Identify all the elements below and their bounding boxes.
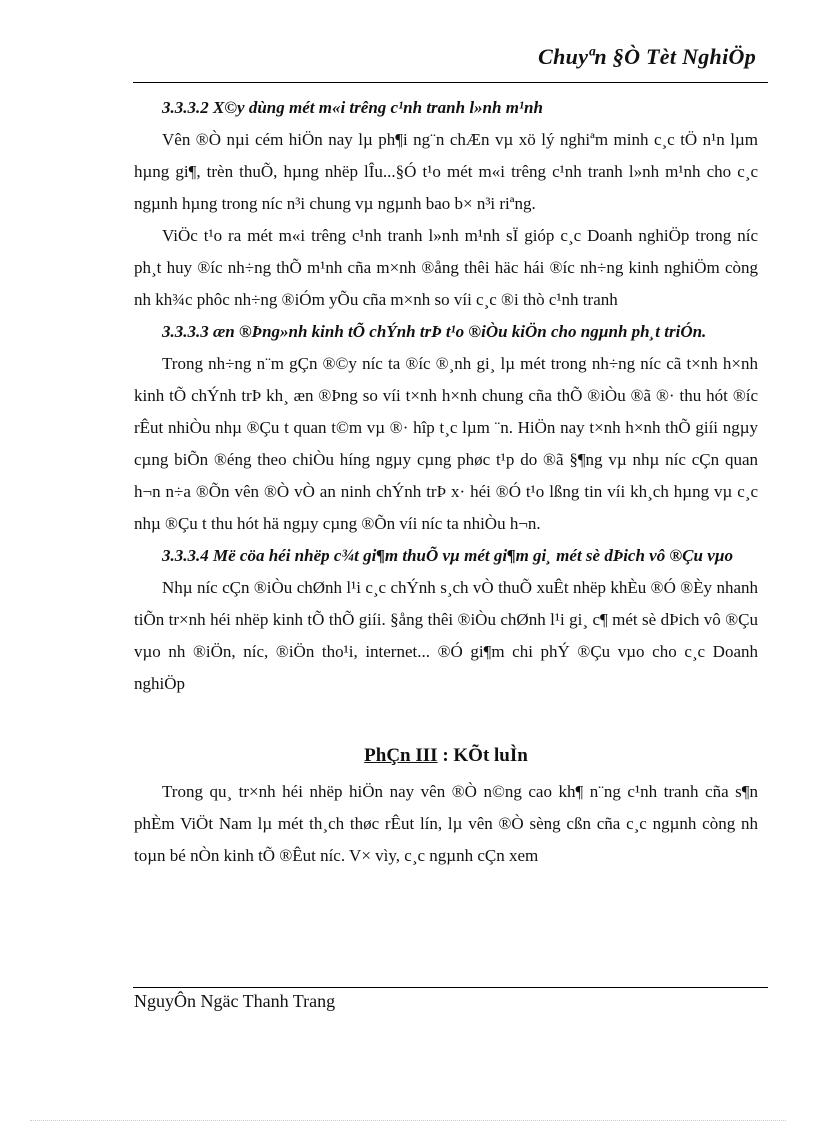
paragraph: Nhµ níc cÇn ®iÒu chØnh l¹i c¸c chÝnh s¸ch vÒ thuÕ xuÊt nhëp khÈu ®Ó ®Èy nhanh tiÕn tr×nh héi nhëp kinh tÕ thÕ giíi. §ång thêi ®iÒu chØnh l¹i gi¸ c¶ mét sè dÞich vô ®Çu vµo nh ®iÖn, níc, ®iÖn tho¹i, internet... ®Ó gi¶m chi phÝ ®Çu vµo cho c¸c Doanh nghiÖp [134, 578, 758, 693]
part-separator: : [437, 745, 454, 766]
part-label: PhÇn III [364, 745, 438, 766]
header-title: Chuyªn §Ò Tèt NghiÖp [538, 44, 756, 69]
paragraph: Trong qu¸ tr×nh héi nhëp hiÖn nay vên ®Ò n©ng cao kh¶ n¨ng c¹nh tranh cña s¶n phÈm ViÖt Nam lµ mét th¸ch thøc rÊut lín, lµ vên ®Ò sèng cßn cña c¸c ngµnh còng nh toµn bé nÒn kinh tÕ ®Êut níc. V× vìy, c¸c ngµnh cÇn xem [134, 782, 758, 865]
part-title [134, 740, 758, 772]
part-name: KÕt luÌn [453, 745, 528, 766]
footer-rule [133, 987, 768, 988]
paragraph: Trong nh÷ng n¨m gÇn ®©y níc ta ®íc ®¸nh gi¸ lµ mét trong nh÷ng níc cã t×nh h×nh kinh tÕ chÝnh trÞ kh¸ æn ®Þng so víi t×nh h×nh chung cña thÕ ®iÒu ®ã ®· thu hót ®íc rÊut nhiÒu nhµ ®Çu t quan t©m vµ ®· hîp t¸c lµm ¨n. HiÖn nay t×nh h×nh thÕ giíi ngµy cµng biÕn ®éng theo chiÒu híng ngµy cµng phøc t¹p do ®ã §¶ng vµ nhµ níc cÇn quan h¬n n÷a ®Õn vên ®Ò vÒ an ninh chÝnh trÞ x· héi ®Ó t¹o lßng tin víi kh¸ch hµng vµ c¸c nhµ ®Çu t thu hót hä ngµy cµng ®Õn víi níc ta nhiÒu h¬n. [134, 354, 758, 533]
paragraph: ViÖc t¹o ra mét m«i trêng c¹nh tranh l»nh m¹nh sÏ gióp c¸c Doanh nghiÖp trong níc ph¸t huy ®íc nh÷ng thÕ m¹nh cña m×nh ®ång thêi häc hái ®íc nh÷ng kinh nghiÖm còng nh kh¾c phôc nh÷ng ®iÓm yÕu cña m×nh so víi c¸c ®i thò c¹nh tranh [134, 226, 758, 309]
header-rule [133, 82, 768, 83]
section-heading-3-3-3-2: 3.3.3.2 X©y dùng mét m«i trêng c¹nh tranh l»nh m¹nh [162, 98, 543, 117]
page-bottom-dotted-line [30, 1120, 786, 1121]
section-heading-3-3-3-4: 3.3.3.4 Më cöa héi nhëp c¾t gi¶m thuÕ vµ mét gi¶m gi¸ mét sè dÞich vô ®Çu vµo [162, 546, 734, 565]
body-content [134, 92, 758, 872]
paragraph: Vên ®Ò nµi cém hiÖn nay lµ ph¶i ng¨n chÆn vµ xö lý nghiªm minh c¸c tÖ n¹n lµm hµng gi¶, trèn thuÕ, hµng nhëp lÎu...§Ó t¹o mét m«i trêng c¹nh tranh l»nh m¹nh cho c¸c ngµnh hµng trong níc n³i chung vµ ngµnh bao b× n³i riªng. [134, 130, 758, 213]
footer-author: NguyÔn Ngäc Thanh Trang [134, 991, 336, 1011]
section-heading-3-3-3-3: 3.3.3.3 æn ®Þng»nh kinh tÕ chÝnh trÞ t¹o ®iÒu kiÖn cho ngµnh ph¸t triÓn. [162, 322, 707, 341]
